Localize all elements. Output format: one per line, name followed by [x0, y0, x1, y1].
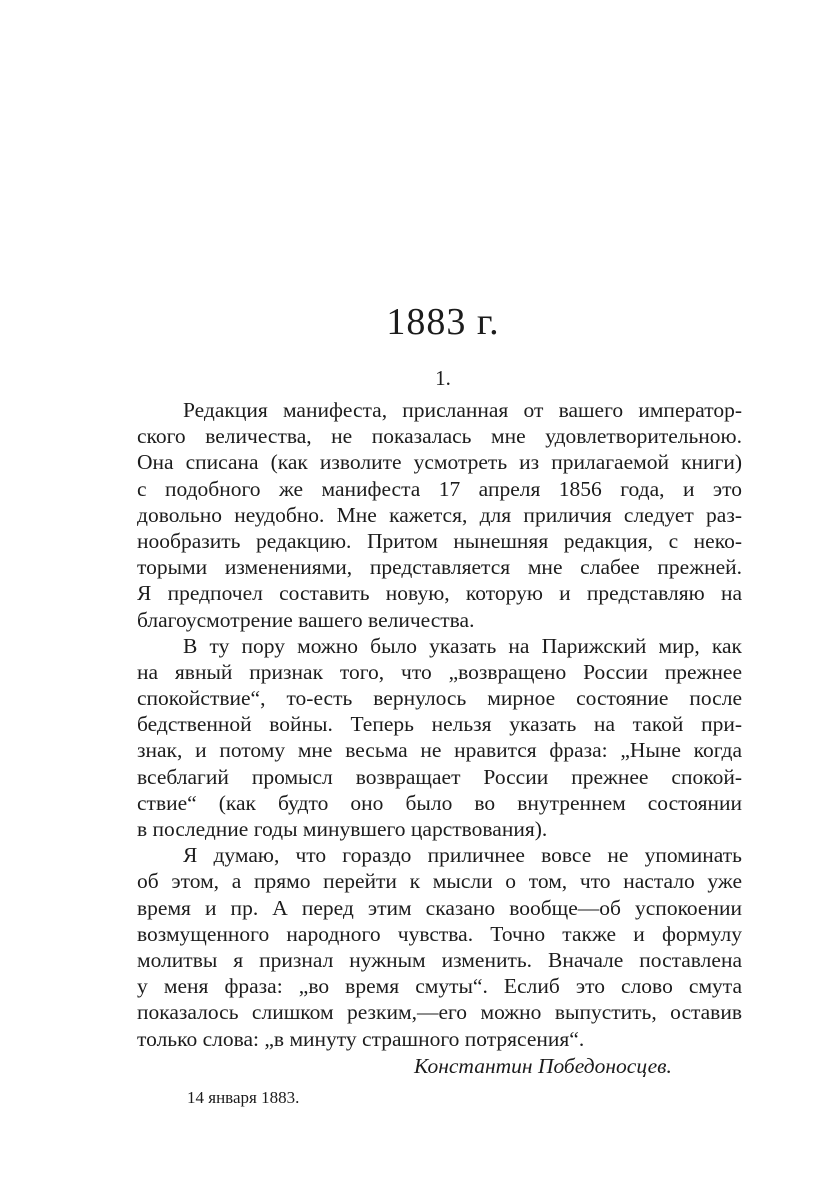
letter-body: [137, 397, 742, 1052]
body-line: Редакция манифеста, присланная от вашего император-: [183, 398, 742, 422]
year-heading: 1883 г.: [386, 301, 500, 343]
body-line: всеблагий промысл возвращает России прежнее спокой-: [137, 764, 742, 789]
body-line: на явный признак того, что „возвращено России прежнее: [137, 659, 742, 684]
body-line: молитвы я признал нужным изменить. Вначале поставлена: [137, 947, 742, 972]
body-line: время и пр. А перед этим сказано вообще—об успокоении: [137, 895, 742, 920]
body-line: довольно неудобно. Мне кажется, для приличия следует раз-: [137, 502, 742, 527]
body-line: благоусмотрение вашего величества.: [137, 607, 475, 632]
body-line: показалось слишком резким,—его можно выпустить, оставив: [137, 1000, 742, 1025]
body-line: в последние годы минувшего царствования).: [137, 817, 548, 841]
body-line: ского величества, не показалась мне удовлетворительною.: [137, 424, 742, 449]
body-line: Она списана (как изволите усмотреть из прилагаемой книги): [137, 450, 742, 475]
body-line: Я предпочел составить новую, которую и представляю на: [137, 581, 742, 606]
body-line: спокойствие“, то-есть вернулось мирное состояние после: [137, 686, 742, 711]
body-line: у меня фраза: „во время смуты“. Еслиб это слово смута: [137, 974, 742, 999]
letter-date: 14 января 1883.: [187, 1088, 300, 1107]
body-line: нообразить редакцию. Притом нынешняя редакция, с неко-: [137, 528, 742, 553]
body-line: Я думаю, что гораздо приличнее вовсе не упоминать: [183, 843, 742, 868]
signature: Константин Победоносцев.: [414, 1054, 672, 1078]
body-line: только слова: „в минуту страшного потрясения“.: [137, 1026, 585, 1051]
body-line: знак, и потому мне весьма не нравится фраза: „Ныне когда: [137, 738, 742, 763]
body-line: бедственной войны. Теперь нельзя указать на такой при-: [137, 712, 742, 737]
body-line: с подобного же манифеста 17 апреля 1856 года, и это: [137, 476, 742, 501]
body-line: возмущенного народного чувства. Точно также и формулу: [137, 921, 742, 946]
body-line: об этом, а прямо перейти к мысли о том, что настало уже: [137, 869, 742, 894]
body-line: В ту пору можно было указать на Парижский мир, как: [183, 633, 742, 658]
body-line: ствие“ (как будто оно было во внутреннем состоянии: [137, 790, 742, 815]
body-line: торыми изменениями, представляется мне слабее прежней.: [137, 555, 742, 580]
section-number: 1.: [435, 366, 451, 390]
